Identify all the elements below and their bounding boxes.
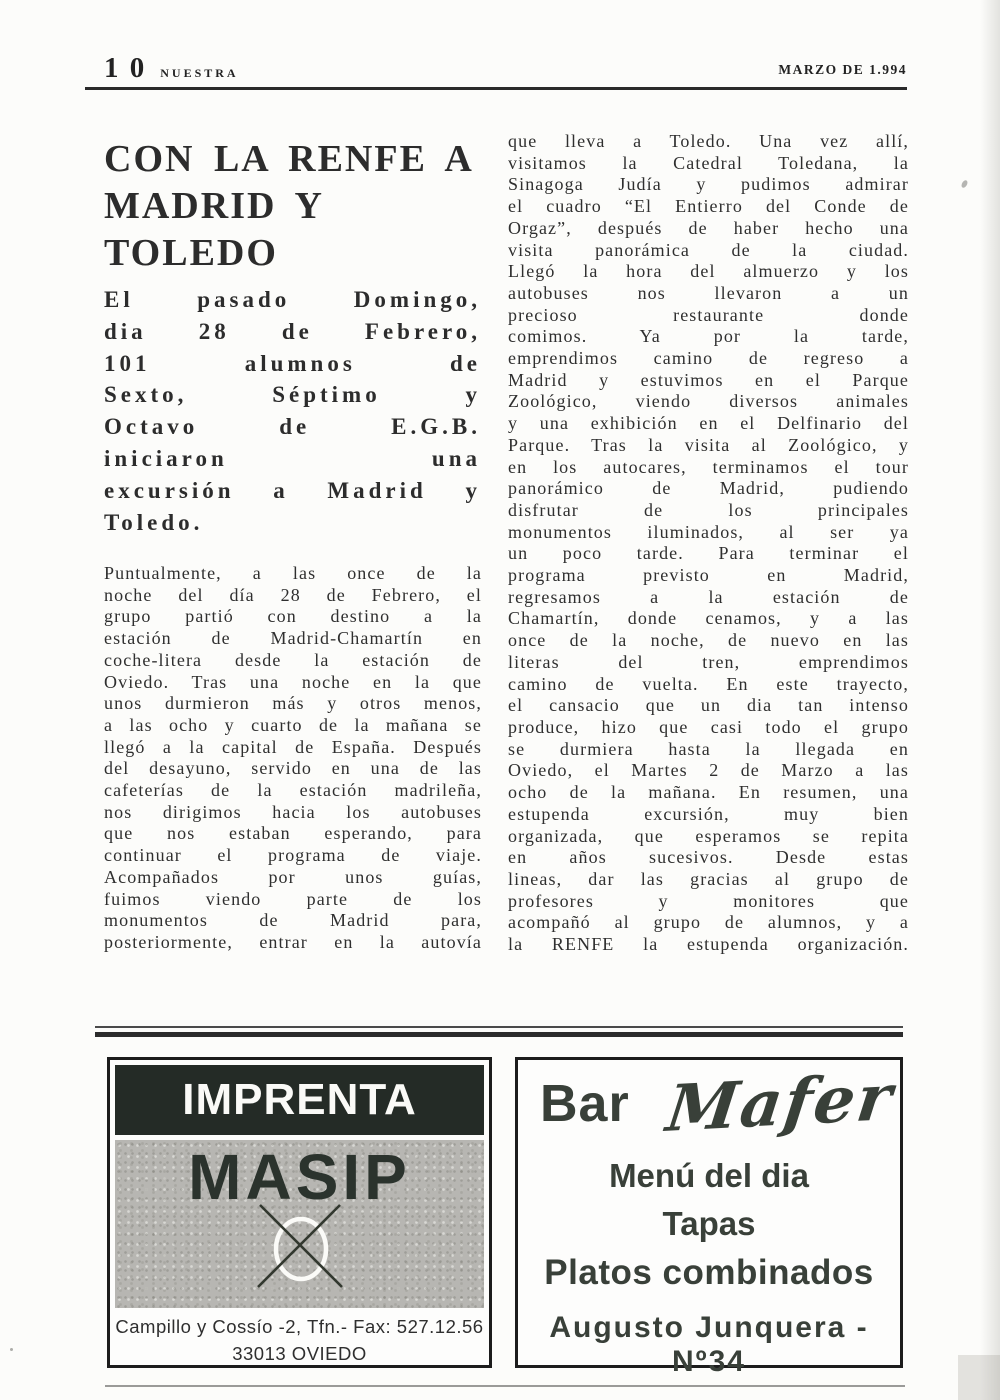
imprenta-banner bbox=[115, 1065, 484, 1135]
text-line: autobuses nos llevaron a un bbox=[508, 282, 909, 303]
text-line: en años sucesivos. Desde estas bbox=[508, 847, 909, 868]
text-line: programa previsto en Madrid, bbox=[508, 565, 909, 586]
text-line: que lleva a Toledo. Una vez allí, bbox=[508, 131, 909, 151]
text-line: Zoológico, viendo diversos animales bbox=[508, 391, 909, 412]
text-line: Chamartín, donde cenamos, y a las bbox=[508, 608, 909, 629]
text-line: grupo partió con destino a la bbox=[104, 606, 482, 627]
text-line: en los autocares, terminamos el tour bbox=[508, 456, 909, 477]
text-line: Sexto, Séptimo y bbox=[104, 382, 481, 408]
menu-item: Platos combinados bbox=[544, 1253, 874, 1292]
text-line: excursión a Madrid y bbox=[104, 477, 481, 503]
masip-panel bbox=[115, 1140, 484, 1308]
scan-corner-shadow bbox=[958, 1355, 1000, 1400]
text-line: acompañó al grupo de alumnos, y a bbox=[508, 912, 909, 933]
text-line: posteriormente, entrar en la autovía bbox=[104, 931, 482, 952]
text-line: iniciaron una bbox=[104, 445, 481, 471]
text-line: Parque. Tras la visita al Zoológico, y bbox=[508, 434, 909, 455]
text-line: unos durmieron más y otros menos, bbox=[104, 693, 482, 714]
text-line: cafeterías de la estación madrileña, bbox=[104, 780, 482, 801]
text-line: produce, hizo que casi todo el grupo bbox=[508, 716, 909, 737]
text-line: Acompañados por unos guías, bbox=[104, 866, 482, 887]
imprenta-address-line2: 33013 OVIEDO bbox=[232, 1343, 367, 1364]
text-line: 101 alumnos de bbox=[104, 350, 481, 376]
imprenta-address-line1: Campillo y Cossío -2, Tfn.- Fax: 527.12.56 bbox=[115, 1316, 484, 1337]
menu-item: Menú del dia bbox=[609, 1157, 809, 1194]
separator-rule-thick bbox=[95, 1032, 903, 1037]
text-line: llegó a la capital de España. Después bbox=[104, 736, 482, 757]
text-line: profesores y monitores que bbox=[508, 890, 909, 911]
text-line: emprendimos camino de regreso a bbox=[508, 348, 909, 369]
text-line: precioso restaurante donde bbox=[508, 304, 909, 325]
mafer-address: Augusto Junquera - Nº34 bbox=[549, 1311, 869, 1378]
text-line: estupenda excursión, muy bien bbox=[508, 803, 909, 824]
text-line: nos dirigimos hacia los autobuses bbox=[104, 801, 482, 822]
scan-edge-shadow bbox=[980, 0, 1000, 1400]
text-line: visita panorámica de la ciudad. bbox=[508, 239, 909, 260]
text-line: estación de Madrid-Chamartín en bbox=[104, 628, 482, 649]
text-line: camino de vuelta. En este trayecto, bbox=[508, 673, 909, 694]
text-line: continuar el programa de viaje. bbox=[104, 845, 482, 866]
article-title bbox=[104, 136, 489, 277]
text-line: se durmiera hasta la llegada en bbox=[508, 738, 909, 759]
ad-imprenta-masip bbox=[107, 1057, 492, 1368]
text-line: CON LA RENFE A bbox=[104, 138, 474, 180]
text-line: fuimos viendo parte de los bbox=[104, 888, 482, 909]
text-line: coche-litera desde la estación de bbox=[104, 649, 482, 670]
magazine-name: NUESTRA bbox=[160, 66, 239, 80]
text-line: El pasado Domingo, bbox=[104, 287, 481, 312]
text-line: y una exhibición en el Delfinario del bbox=[508, 413, 909, 434]
issue-date: MARZO DE 1.994 bbox=[778, 62, 907, 77]
menu-item: Tapas bbox=[662, 1205, 756, 1242]
article-column-right bbox=[508, 131, 909, 956]
mafer-menu bbox=[530, 1151, 888, 1293]
text-line: regresamos a la estación de bbox=[508, 586, 909, 607]
text-line: disfrutar de los principales bbox=[508, 499, 909, 520]
scan-speck bbox=[960, 179, 968, 188]
text-line: Sinagoga Judía y pudimos admirar bbox=[508, 174, 909, 195]
imprenta-banner-label: IMPRENTA bbox=[182, 1075, 417, 1124]
ad-bar-mafer bbox=[515, 1057, 903, 1378]
text-line: literas del tren, emprendimos bbox=[508, 651, 909, 672]
text-line: dia 28 de Febrero, bbox=[104, 318, 481, 344]
scan-speck bbox=[10, 1348, 13, 1351]
text-line: el cuadro “El Entierro del Conde de bbox=[508, 196, 909, 217]
text-line: monumentos de Madrid para, bbox=[104, 910, 482, 931]
text-line: a las ocho y cuarto de la mañana se bbox=[104, 714, 482, 735]
text-line: Madrid y estuvimos en el Parque bbox=[508, 369, 909, 390]
text-line: Oviedo. Tras una noche en la que bbox=[104, 671, 482, 692]
text-line: Oviedo, el Martes 2 de Marzo a las bbox=[508, 760, 909, 781]
text-line: del desayuno, servido en una de las bbox=[104, 758, 482, 779]
masthead bbox=[104, 52, 239, 85]
imprenta-address bbox=[115, 1316, 484, 1365]
text-line: Octavo de E.G.B. bbox=[104, 414, 481, 440]
text-line: panorámico de Madrid, pudiendo bbox=[508, 478, 909, 499]
page-bottom-rule bbox=[105, 1385, 905, 1387]
crossed-lines-circle-logo-icon bbox=[254, 1202, 346, 1290]
bar-mafer-title bbox=[530, 1060, 898, 1147]
article-column-left bbox=[104, 563, 482, 954]
text-line: la RENFE la estupenda organización. bbox=[508, 934, 909, 955]
text-line: MADRID Y bbox=[104, 185, 324, 227]
text-line: lineas, dar las gracias al grupo de bbox=[508, 868, 909, 889]
page-number: 1 0 bbox=[104, 52, 147, 84]
article-lead bbox=[104, 284, 481, 538]
separator-rule-thin bbox=[95, 1026, 903, 1028]
text-line: Llegó la hora del almuerzo y los bbox=[508, 261, 909, 282]
text-line: monumentos iluminados, al ser ya bbox=[508, 521, 909, 542]
mafer-script-name: Mafer bbox=[662, 1060, 898, 1147]
text-line: organizada, que esperamos se repita bbox=[508, 825, 909, 846]
header-rule bbox=[85, 87, 907, 90]
text-line: TOLEDO bbox=[104, 232, 278, 274]
masip-name: MASIP bbox=[188, 1141, 411, 1213]
text-line: comimos. Ya por la tarde, bbox=[508, 326, 909, 347]
text-line: un poco tarde. Para terminar el bbox=[508, 543, 909, 564]
text-line: ocho de la mañana. En resumen, una bbox=[508, 782, 909, 803]
text-line: que nos estaban esperando, para bbox=[104, 823, 482, 844]
text-line: visitamos la Catedral Toledana, la bbox=[508, 152, 909, 173]
text-line: Orgaz”, después de haber hecho una bbox=[508, 217, 909, 238]
text-line: Toledo. bbox=[104, 509, 204, 535]
text-line: once de la noche, de nuevo en las bbox=[508, 630, 909, 651]
text-line: Puntualmente, a las once de la bbox=[104, 563, 482, 583]
bar-word: Bar bbox=[540, 1074, 630, 1133]
text-line: noche del día 28 de Febrero, el bbox=[104, 584, 482, 605]
text-line: el cansacio que un dia tan intenso bbox=[508, 695, 909, 716]
